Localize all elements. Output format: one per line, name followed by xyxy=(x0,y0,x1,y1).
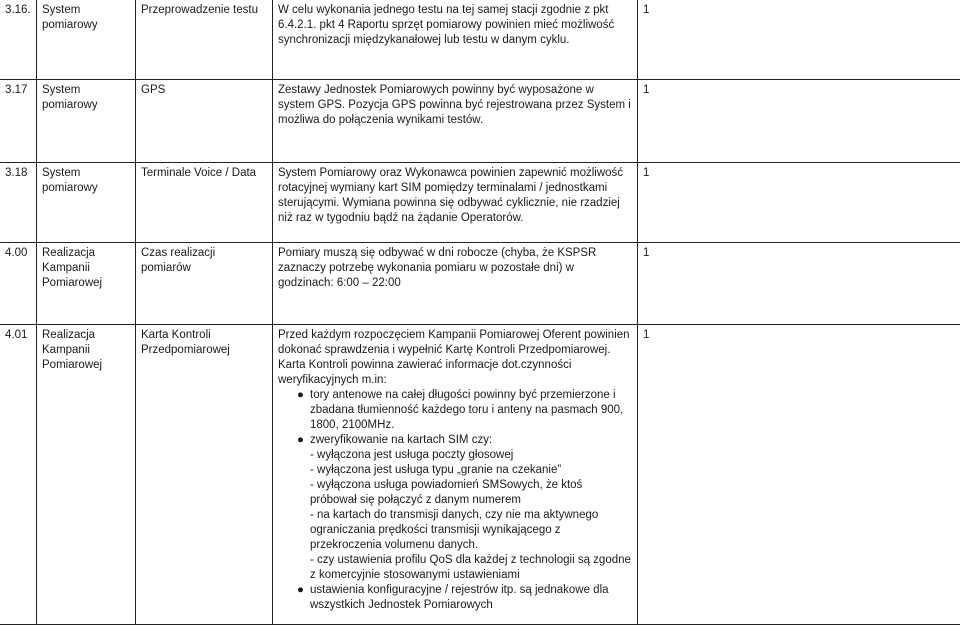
requirement-category: Realizacja Kampanii Pomiarowej xyxy=(37,325,136,625)
checklist xyxy=(278,583,632,613)
table-row xyxy=(0,163,960,243)
requirement-category: System pomiarowy xyxy=(37,80,136,163)
table-row xyxy=(0,325,960,625)
list-item xyxy=(278,583,632,613)
sub-item: - czy ustawienia profilu QoS dla każdej z technologii są zgodne z komercyjnie stosowanymi ustawieniami xyxy=(278,553,632,583)
requirement-priority: 1 xyxy=(638,163,960,243)
requirement-category: Realizacja Kampanii Pomiarowej xyxy=(37,243,136,325)
requirement-category: System pomiarowy xyxy=(37,0,136,80)
requirement-name: Przeprowadzenie testu xyxy=(136,0,273,80)
requirement-priority: 1 xyxy=(638,80,960,163)
list-item xyxy=(278,433,632,448)
table-row xyxy=(0,243,960,325)
requirement-name: GPS xyxy=(136,80,273,163)
requirement-name: Terminale Voice / Data xyxy=(136,163,273,243)
requirement-number: 4.00 xyxy=(0,243,37,325)
requirement-number: 3.17 xyxy=(0,80,37,163)
requirement-description: W celu wykonania jednego testu na tej samej stacji zgodnie z pkt 6.4.2.1. pkt 4 Raportu sprzęt pomiarowy powinien mieć możliwość synchronizacji międzykanałowej lub testu w danym cyklu. xyxy=(273,0,638,80)
requirement-name: Karta Kontroli Przedpomiarowej xyxy=(136,325,273,625)
table-row xyxy=(0,0,960,80)
requirement-priority: 1 xyxy=(638,0,960,80)
list-item xyxy=(278,388,632,433)
requirement-description xyxy=(273,325,638,625)
table-row xyxy=(0,80,960,163)
bullet-icon: ● xyxy=(297,388,304,403)
list-item-text: ustawienia konfiguracyjne / rejestrów itp. są jednakowe dla wszystkich Jednostek Pomiarowych xyxy=(310,584,609,611)
description-intro: Przed każdym rozpoczęciem Kampanii Pomiarowej Oferent powinien dokonać sprawdzenia i wypełnić Kartę Kontroli Przedpomiarowej. Karta Kontroli powinna zawierać informacje dot.czynności weryfikacyjnych m.in: xyxy=(278,328,632,388)
checklist xyxy=(278,388,632,448)
requirement-category: System pomiarowy xyxy=(37,163,136,243)
bullet-icon: ● xyxy=(297,433,304,448)
sub-item: - wyłączona jest usługa typu „granie na czekanie” xyxy=(278,463,632,478)
bullet-icon: ● xyxy=(297,583,304,598)
sub-item: - na kartach do transmisji danych, czy nie ma aktywnego ograniczania prędkości transmisji wynikającego z przekroczenia volumenu danych. xyxy=(278,508,632,553)
requirement-description: Pomiary muszą się odbywać w dni robocze (chyba, że KSPSR zaznaczy potrzebę wykonania pomiaru w pozostałe dni) w godzinach: 6:00 – 22:00 xyxy=(273,243,638,325)
requirement-number: 4.01 xyxy=(0,325,37,625)
requirement-priority: 1 xyxy=(638,325,960,625)
sub-item: - wyłączona jest usługa poczty głosowej xyxy=(278,448,632,463)
requirement-description: System Pomiarowy oraz Wykonawca powinien zapewnić możliwość rotacyjnej wymiany kart SIM pomiędzy terminalami / jednostkami sterującymi. Wymiana powinna się odbywać cyklicznie, nie rzadziej niż raz w tygodniu bądź na żądanie Operatorów. xyxy=(273,163,638,243)
requirement-number: 3.18 xyxy=(0,163,37,243)
list-item-text: tory antenowe na całej długości powinny być przemierzone i zbadana tłumienność każdego toru i anteny na pasmach 900, 1800, 2100MHz. xyxy=(310,389,623,431)
requirement-name: Czas realizacji pomiarów xyxy=(136,243,273,325)
requirement-number: 3.16. xyxy=(0,0,37,80)
requirement-priority: 1 xyxy=(638,243,960,325)
requirement-description: Zestawy Jednostek Pomiarowych powinny być wyposażone w system GPS. Pozycja GPS powinna być rejestrowana przez System i możliwa do połączenia wynikami testów. xyxy=(273,80,638,163)
sub-item: - wyłączona usługa powiadomień SMSowych, że ktoś próbował się połączyć z danym numerem xyxy=(278,478,632,508)
list-item-text: zweryfikowanie na kartach SIM czy: xyxy=(310,434,492,446)
